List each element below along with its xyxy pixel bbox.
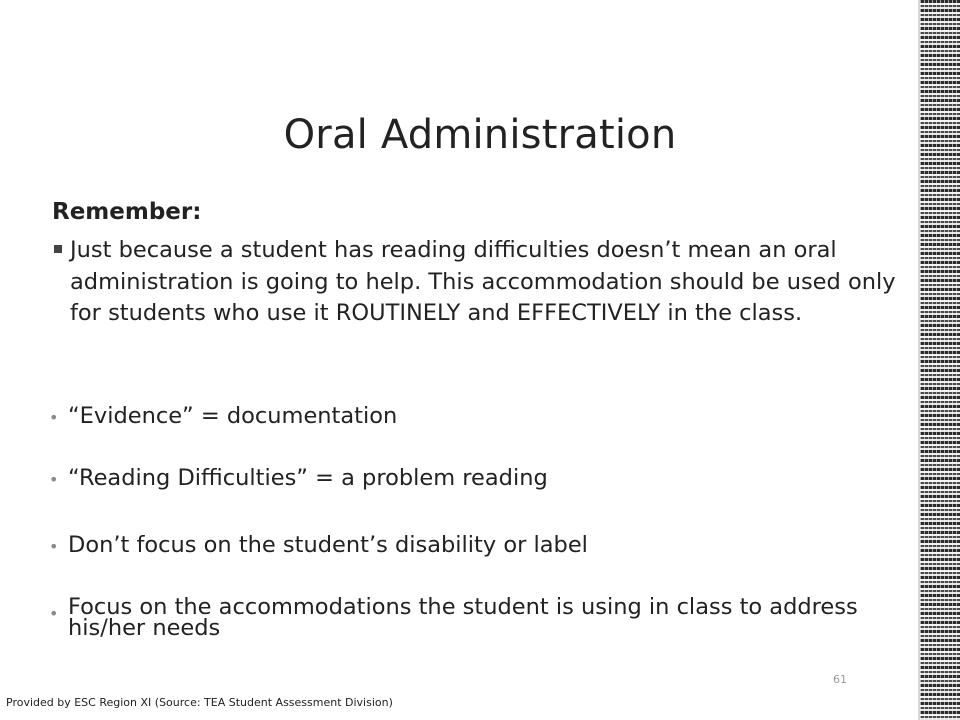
bullet-icon: • xyxy=(49,470,59,489)
bullet-icon: • xyxy=(49,604,59,623)
page-number: 61 xyxy=(833,673,847,686)
main-point-text: Just because a student has reading difficulties doesn’t mean an oral administration is going to help. This accommodation should be used only for students who use it ROUTINELY and EFFECTIVELY in the class. xyxy=(70,237,896,326)
remember-heading: Remember: xyxy=(52,199,202,225)
decorative-side-strip xyxy=(920,0,960,720)
bullet-evidence: “Evidence” = documentation xyxy=(68,403,398,429)
bullet-icon: • xyxy=(49,537,59,556)
bullet-focus-accommodations: Focus on the accommodations the student is using in class to address his/her needs xyxy=(68,594,858,641)
slide-title: Oral Administration xyxy=(283,112,677,158)
bullet-dont-focus: Don’t focus on the student’s disability or label xyxy=(68,532,588,558)
bullet-reading-difficulties: “Reading Difficulties” = a problem reading xyxy=(68,465,548,491)
bullet-icon: • xyxy=(49,408,59,427)
square-bullet-icon xyxy=(54,245,62,253)
footer-credit: Provided by ESC Region XI (Source: TEA Student Assessment Division) xyxy=(6,696,393,709)
